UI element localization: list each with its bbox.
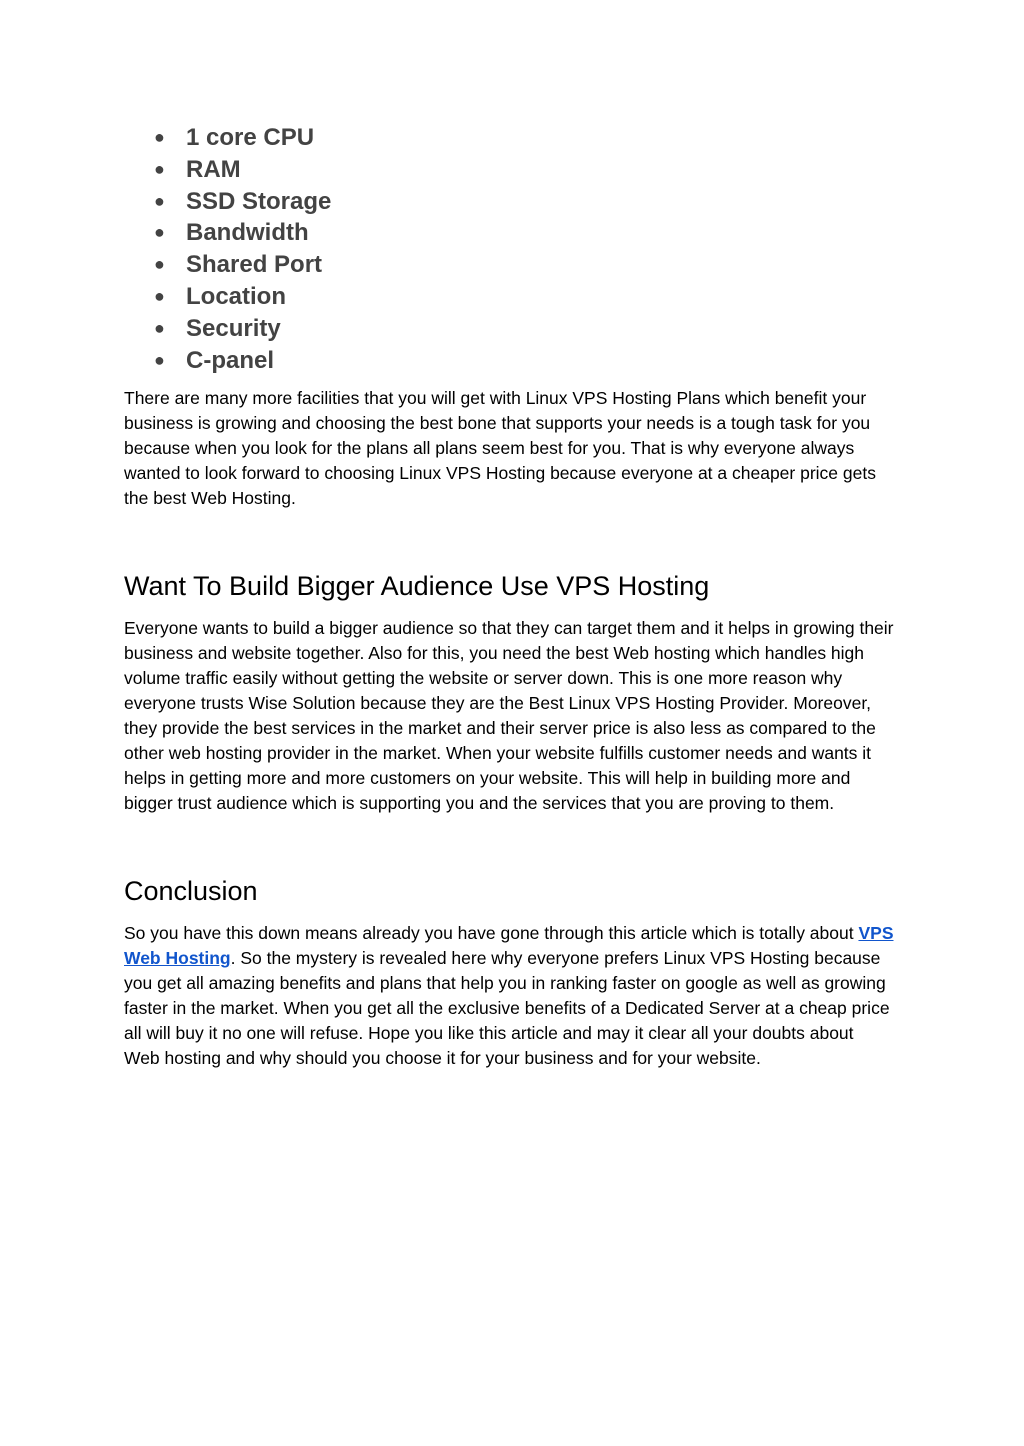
conclusion-paragraph bbox=[124, 921, 894, 1071]
feature-label: Shared Port bbox=[186, 251, 323, 279]
feature-list-item bbox=[124, 122, 894, 154]
feature-list-item bbox=[124, 281, 894, 313]
vps-web-hosting-link[interactable]: VPS Web Hosting bbox=[124, 923, 894, 969]
feature-list-item bbox=[124, 249, 894, 281]
bullet-icon: ● bbox=[154, 158, 165, 179]
feature-list-item bbox=[124, 217, 894, 249]
bullet-icon: ● bbox=[154, 190, 165, 211]
feature-label: 1 core CPU bbox=[186, 124, 315, 151]
feature-list-item bbox=[124, 154, 894, 186]
bullet-icon: ● bbox=[154, 222, 165, 243]
feature-label: Bandwidth bbox=[186, 219, 309, 247]
feature-label: SSD Storage bbox=[186, 187, 332, 215]
feature-label: RAM bbox=[186, 155, 241, 183]
feature-list-item bbox=[124, 345, 894, 377]
audience-section-heading: Want To Build Bigger Audience Use VPS Hosting bbox=[124, 571, 710, 602]
feature-label: C-panel bbox=[186, 346, 275, 374]
feature-list-item bbox=[124, 313, 894, 345]
bullet-icon: ● bbox=[154, 349, 165, 370]
conclusion-text-before-link: So you have this down means already you have gone through this article which is totally about bbox=[124, 923, 859, 944]
conclusion-text-after-link: . So the mystery is revealed here why everyone prefers Linux VPS Hosting because you get all amazing benefits and plans that help you in ranking faster on google as well as growing faster in the market. When you get all the exclusive benefits of a Dedicated Server at a cheap price all will buy it no one will refuse. Hope you like this article and may it clear all your doubts about Web hosting and why should you choose it for your business and for your website. bbox=[124, 948, 890, 1069]
intro-paragraph: There are many more facilities that you will get with Linux VPS Hosting Plans which benefit your business is growing and choosing the best bone that supports your needs is a tough task for you because when you look for the plans all plans seem best for you. That is why everyone always wanted to look forward to choosing Linux VPS Hosting because everyone at a cheaper price gets the best Web Hosting. bbox=[124, 388, 876, 509]
bullet-icon: ● bbox=[154, 127, 165, 147]
feature-list bbox=[124, 122, 894, 376]
document-page bbox=[124, 122, 894, 1071]
audience-section-paragraph: Everyone wants to build a bigger audience so that they can target them and it helps in growing their business and website together. Also for this, you need the best Web hosting which handles high volume traffic easily without getting the website or server down. This is one more reason why everyone trusts Wise Solution because they are the Best Linux VPS Hosting Provider. Moreover, they provide the best services in the market and their server price is also less as compared to the other web hosting provider in the market. When your website fulfills customer needs and wants it helps in getting more and more customers on your website. This will help in building more and bigger trust audience which is supporting you and the services that you are proving to them. bbox=[124, 618, 894, 814]
feature-list-item bbox=[124, 186, 894, 218]
feature-label: Location bbox=[186, 282, 286, 310]
bullet-icon: ● bbox=[154, 285, 165, 306]
bullet-icon: ● bbox=[154, 317, 165, 338]
conclusion-section-heading: Conclusion bbox=[124, 876, 258, 907]
feature-label: Security bbox=[186, 314, 281, 342]
bullet-icon: ● bbox=[154, 254, 165, 275]
